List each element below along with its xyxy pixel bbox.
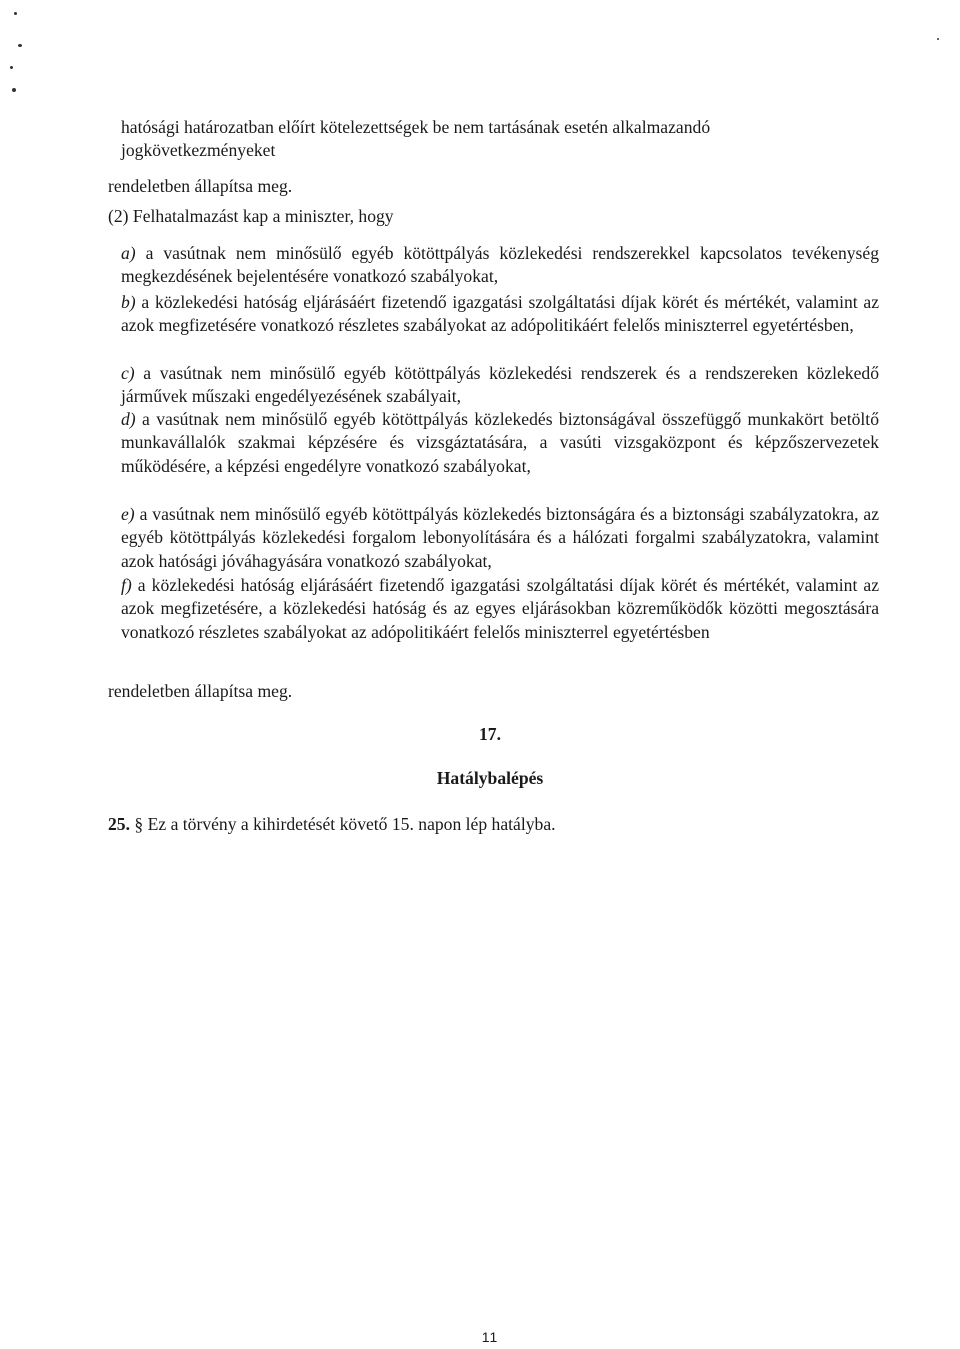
item-text: a vasútnak nem minősülő egyéb kötöttpályás közlekedési rendszerek és a rendszereken közlekedő járművek műszaki engedélyezésének szabályait, [121,363,880,407]
scan-speck [12,88,16,92]
item-label: c) [121,363,135,383]
list-item-e [121,503,879,573]
item-label: f) [121,575,132,595]
scan-speck [18,44,22,47]
list-item-c [121,362,879,409]
item-label: b) [121,292,136,312]
scan-speck [14,12,17,15]
page-number: 11 [481,1329,499,1345]
item-text: a vasútnak nem minősülő egyéb kötöttpályás közlekedés biztonságára és a biztonsági szabályzatokra, az egyéb kötöttpályás közlekedési forgalom lebonyolítására és a hálózati forgalmi szabályzatokra, valamint azok hatósági jóváhagyására vonatkozó szabályokat, [121,504,880,571]
list-item-b [121,291,879,338]
paragraph-closing: rendeletben állapítsa meg. [108,176,293,196]
section-text: Ez a törvény a kihirdetését követő 15. napon lép hatályba. [147,814,556,834]
item-text: a közlekedési hatóság eljárásáért fizetendő igazgatási szolgáltatási díjak körét és mértékét, valamint az azok megfizetésére vonatkozó részletes szabályokat az adópolitikáért felelős miniszterrel egyetértésben, [121,292,880,336]
scan-speck [10,66,13,69]
item-text: a vasútnak nem minősülő egyéb kötöttpályás közlekedési rendszerekkel kapcsolatos tevékenység megkezdésének bejelentésére vonatkozó szabályokat, [121,243,879,287]
section-paragraph [108,812,879,836]
item-text: a vasútnak nem minősülő egyéb kötöttpályás közlekedés biztonságával összefüggő munkakört betöltő munkavállalók szakmai képzésére és vizsgáztatására, a vasúti vizsgaközpont és képzőszervezetek működésére, a képzési engedélyre vonatkozó szabályokat, [121,409,879,476]
paragraph-subsection: (2) Felhatalmazást kap a miniszter, hogy [108,206,394,226]
section-number: 25. [108,814,130,834]
chapter-number: 17. [479,724,501,744]
list-item-d [121,408,879,478]
scan-speck [937,38,939,40]
paragraph-line: hatósági határozatban előírt kötelezettségek be nem tartásának esetén alkalmazandó [121,117,711,137]
list-item-f [121,574,879,644]
list-item-a [121,242,879,289]
item-label: e) [121,504,135,524]
item-label: a) [121,243,136,263]
item-label: d) [121,409,136,429]
item-text: a közlekedési hatóság eljárásáért fizetendő igazgatási szolgáltatási díjak körét és mértékét, valamint az azok megfizetésére, a közlekedési hatóság és az egyes eljárásokban közreműködők közötti megosztására vonatkozó részletes szabályokat az adópolitikáért felelős miniszterrel egyetértésben [121,575,879,642]
paragraph-closing: rendeletben állapítsa meg. [108,681,293,701]
paragraph-continuation [121,116,879,163]
paragraph-line: jogkövetkezményeket [121,140,276,161]
chapter-title: Hatálybalépés [436,768,544,788]
section-sign: § [134,814,144,834]
